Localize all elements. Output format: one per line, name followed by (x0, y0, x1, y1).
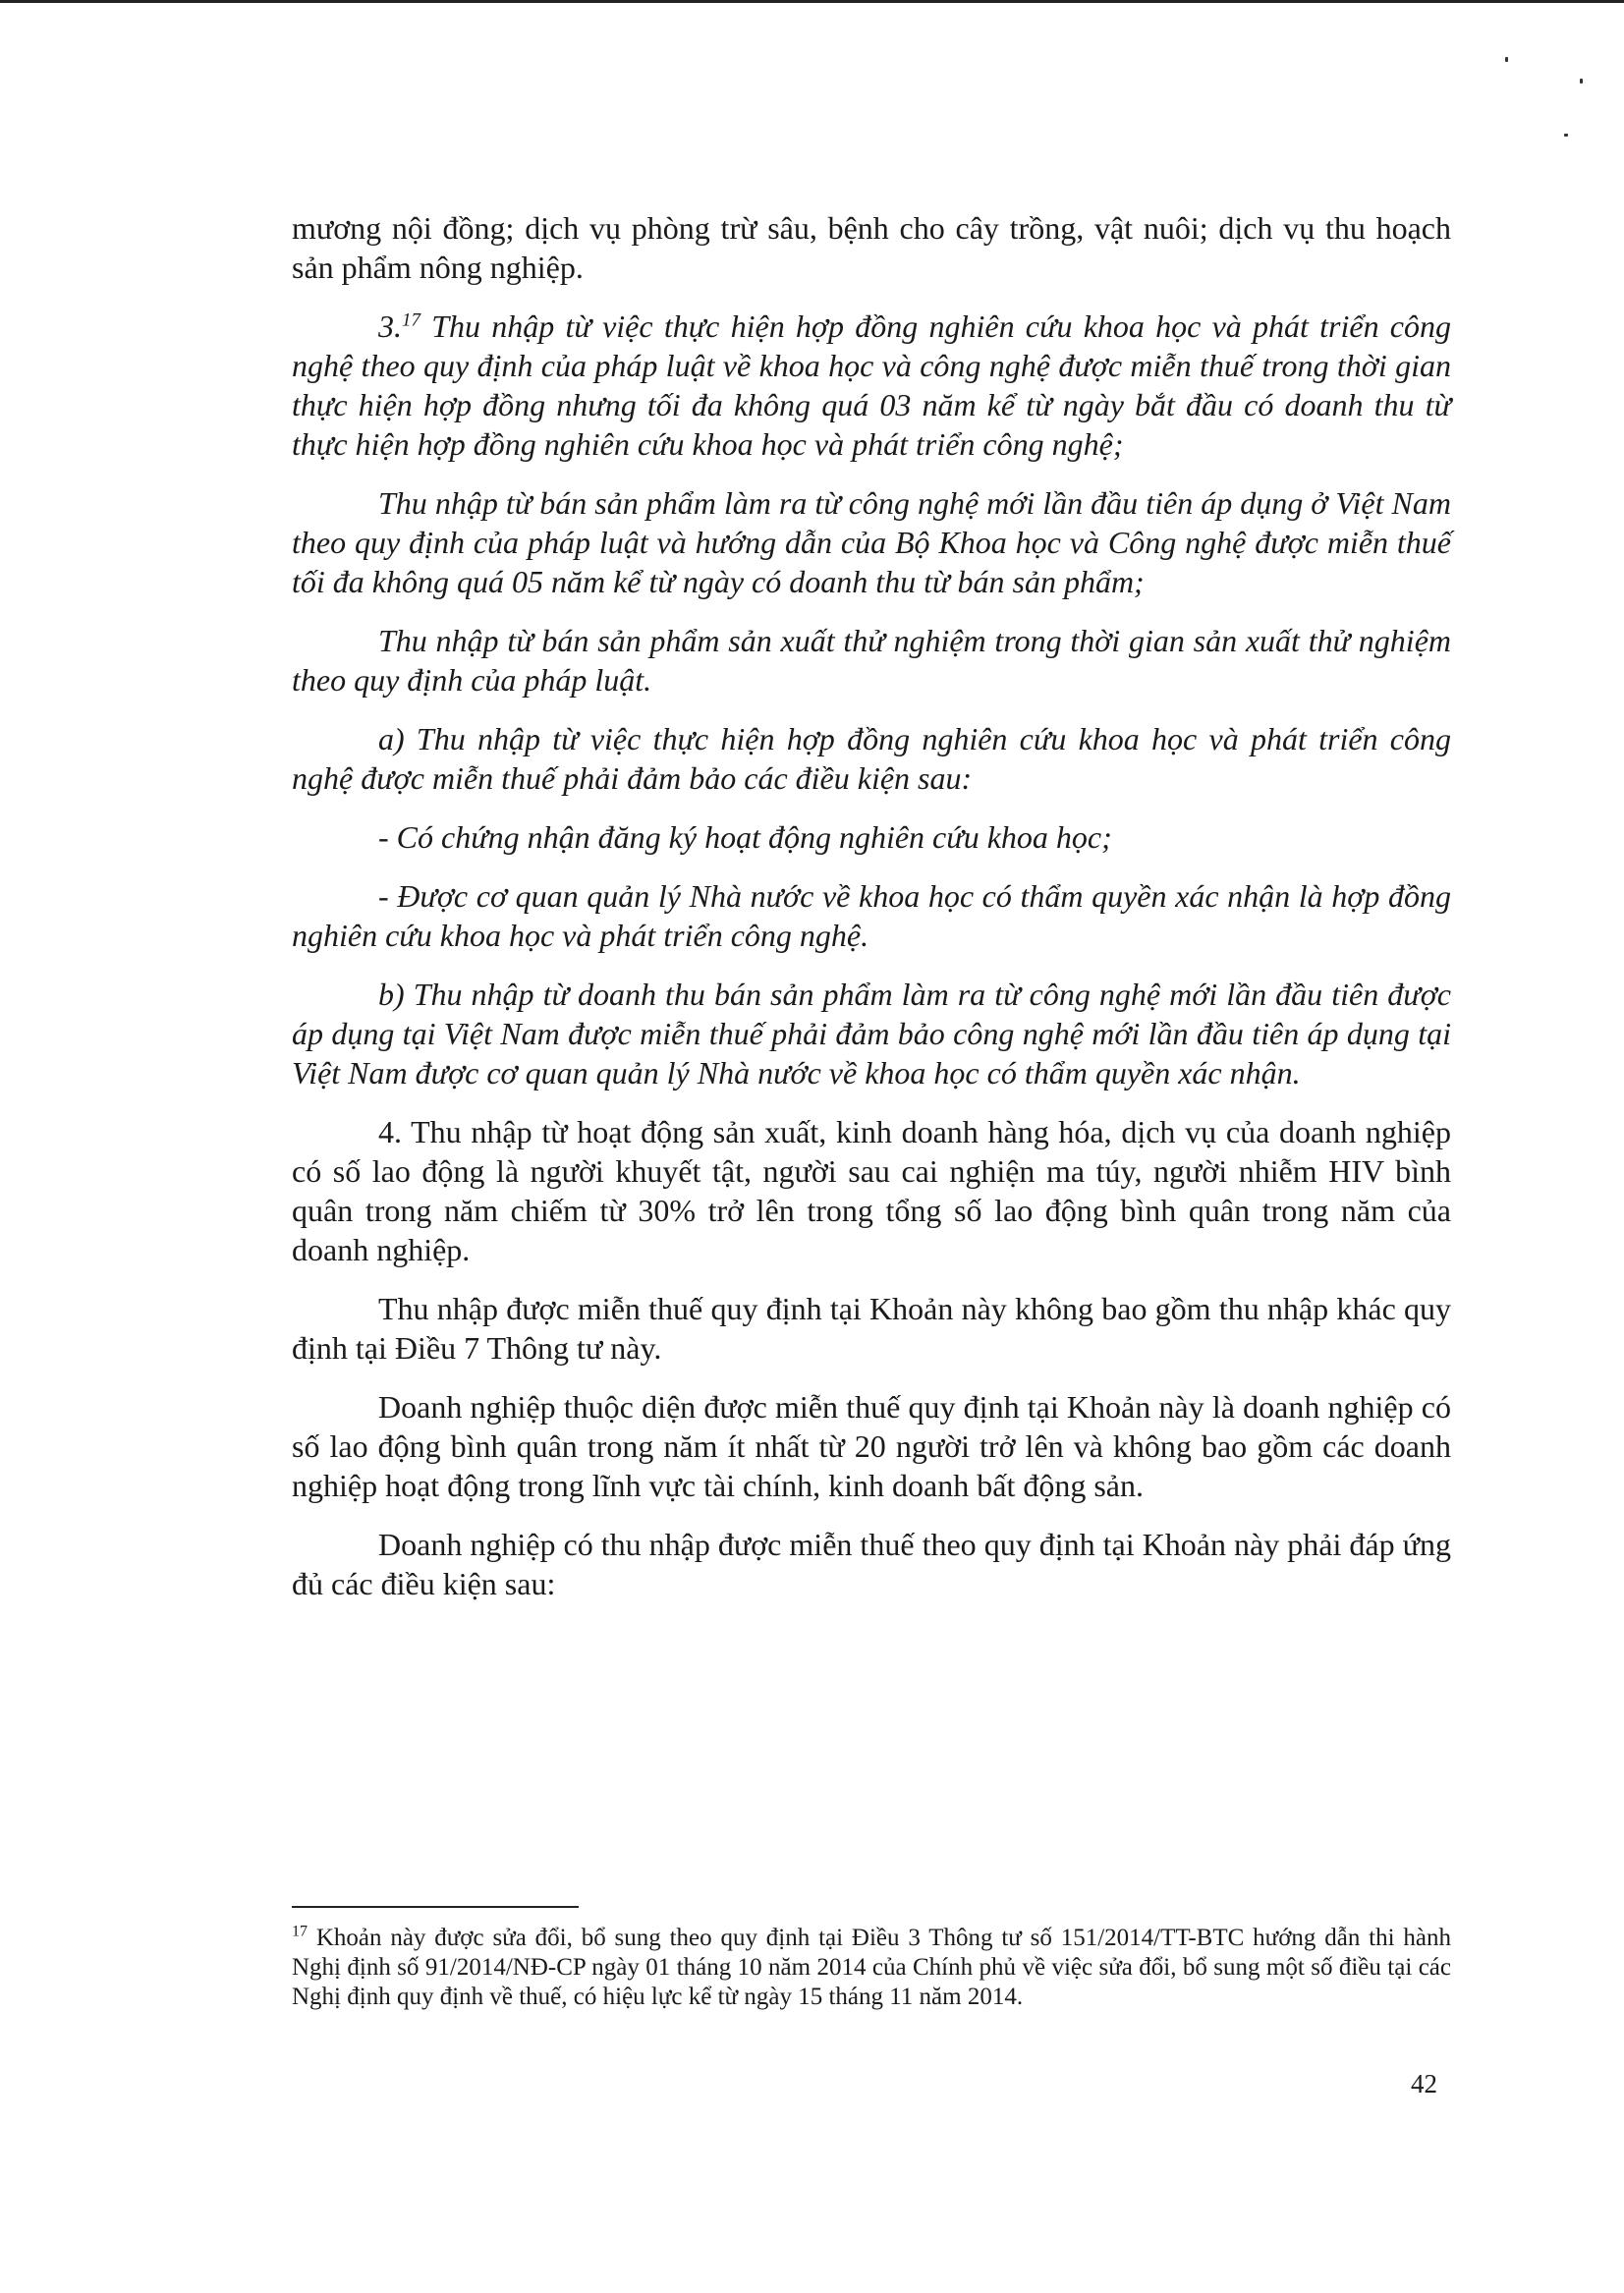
paragraph-conditions-intro: Doanh nghiệp có thu nhập được miễn thuế theo quy định tại Khoản này phải đáp ứng đủ các điều kiện sau: (292, 1527, 1451, 1601)
paragraph-new-technology: Thu nhập từ bán sản phẩm làm ra từ công nghệ mới lần đầu tiên áp dụng ở Việt Nam theo quy định của pháp luật và hướng dẫn của Bộ Khoa học và Công nghệ được miễn thuế tối đa không quá 05 năm kể từ ngày có doanh thu từ bán sản phẩm; (292, 485, 1451, 599)
scan-speck (1564, 134, 1568, 137)
scan-speck (1580, 79, 1583, 84)
paragraph-continuation: mương nội đồng; dịch vụ phòng trừ sâu, bệnh cho cây trồng, vật nuôi; dịch vụ thu hoạch sản phẩm nông nghiệp. (292, 210, 1451, 285)
paragraph-clause-4: 4. Thu nhập từ hoạt động sản xuất, kinh doanh hàng hóa, dịch vụ của doanh nghiệp có số lao động là người khuyết tật, người sau cai nghiện ma túy, người nhiễm HIV bình quân trong năm chiếm từ 30% trở lên trong tổng số lao động bình quân trong năm của doanh nghiệp. (292, 1114, 1451, 1267)
scan-speck (1505, 57, 1508, 62)
footnote-text: Khoản này được sửa đổi, bổ sung theo quy định tại Điều 3 Thông tư số 151/2014/TT-BTC hướng dẫn thi hành Nghị định số 91/2014/NĐ-CP ngày 01 tháng 10 năm 2014 của Chính phủ về việc sửa đổi, bổ sung một số điều tại các Nghị định quy định về thuế, có hiệu lực kể từ ngày 15 tháng 11 năm 2014. (292, 1925, 1451, 2010)
document-body (292, 208, 1451, 1603)
page-number: 42 (1411, 2069, 1437, 2098)
paragraph-clause-3 (292, 307, 1451, 464)
paragraph-eligible-enterprise: Doanh nghiệp thuộc diện được miễn thuế quy định tại Khoản này là doanh nghiệp có số lao động bình quân trong năm ít nhất từ 20 người trở lên và không bao gồm các doanh nghiệp hoạt động trong lĩnh vực tài chính, kinh doanh bất động sản. (292, 1389, 1451, 1503)
top-border-line (0, 0, 1624, 3)
list-item: - Được cơ quan quản lý Nhà nước về khoa học có thẩm quyền xác nhận là hợp đồng nghiên cứu khoa học và phát triển công nghệ. (292, 878, 1451, 953)
clause-text: Thu nhập từ việc thực hiện hợp đồng nghiên cứu khoa học và phát triển công nghệ theo quy định của pháp luật về khoa học và công nghệ được miễn thuế trong thời gian thực hiện hợp đồng nhưng tối đa không quá 03 năm kể từ ngày bắt đầu có doanh thu từ thực hiện hợp đồng nghiên cứu khoa học và phát triển công nghệ; (292, 308, 1451, 462)
footnote (292, 1924, 1451, 2012)
list-item: - Có chứng nhận đăng ký hoạt động nghiên cứu khoa học; (378, 819, 1112, 855)
paragraph-condition-b: b) Thu nhập từ doanh thu bán sản phẩm làm ra từ công nghệ mới lần đầu tiên được áp dụng tại Việt Nam được miễn thuế phải đảm bảo công nghệ mới lần đầu tiên áp dụng tại Việt Nam được cơ quan quản lý Nhà nước về khoa học có thẩm quyền xác nhận. (292, 977, 1451, 1091)
paragraph-condition-a: a) Thu nhập từ việc thực hiện hợp đồng nghiên cứu khoa học và phát triển công nghệ được miễn thuế phải đảm bảo các điều kiện sau: (292, 721, 1451, 796)
footnote-number: 17 (292, 1923, 308, 1940)
paragraph-exempt-income: Thu nhập được miễn thuế quy định tại Khoản này không bao gồm thu nhập khác quy định tại Điều 7 Thông tư này. (292, 1291, 1451, 1366)
footnote-separator (292, 1906, 579, 1908)
clause-number: 3. (378, 308, 402, 344)
paragraph-trial-production: Thu nhập từ bán sản phẩm sản xuất thử nghiệm trong thời gian sản xuất thử nghiệm theo quy định của pháp luật. (292, 623, 1451, 698)
footnote-ref: 17 (402, 309, 420, 331)
